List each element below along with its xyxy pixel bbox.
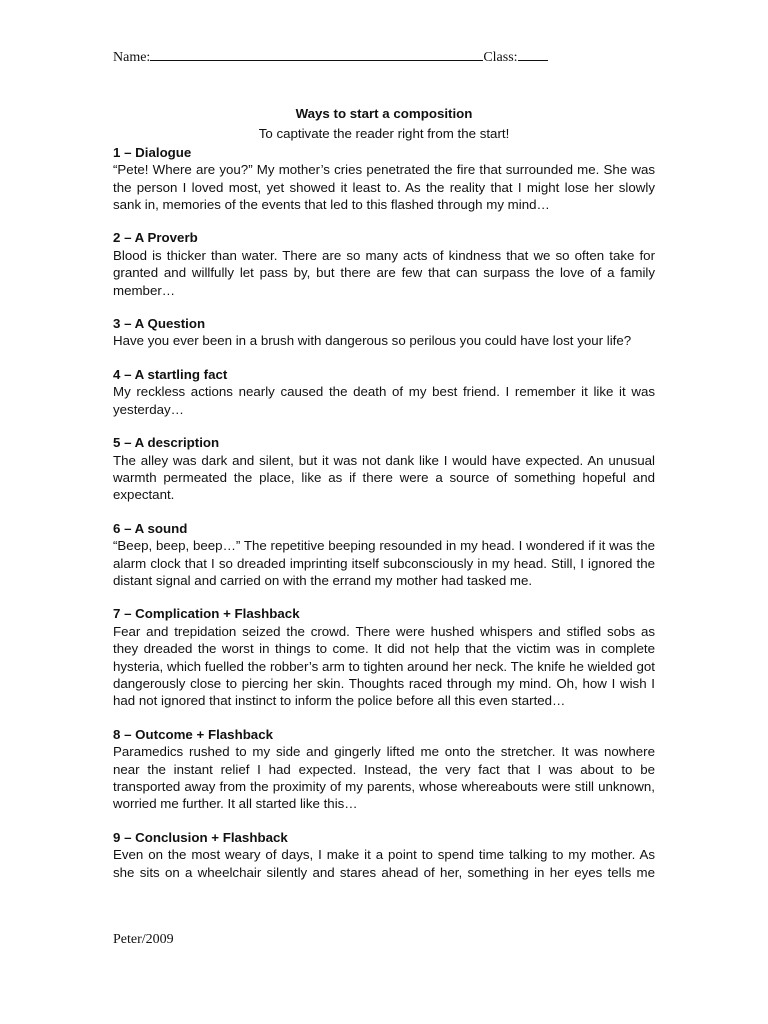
section-proverb [113, 229, 655, 299]
section-complication-flashback [113, 605, 655, 709]
section-conclusion-flashback [113, 829, 655, 881]
section-body: Fear and trepidation seized the crowd. There were hushed whispers and stifled sobs as they dreaded the worst in things to come. It did not help that the victim was in complete hysteria, which fuelled the robber’s arm to tighten around her neck. The knife he wielded got dangerously close to piercing her skin. Thoughts raced through my mind. Oh, how I wish I had not ignored that instinct to inform the police before all this even started… [113, 623, 655, 709]
section-heading: 2 – A Proverb [113, 230, 198, 246]
section-heading: 9 – Conclusion + Flashback [113, 829, 288, 845]
section-question [113, 315, 655, 350]
section-body: The alley was dark and silent, but it was not dank like I would have expected. An unusual warmth permeated the place, like as if there were a source of something hopeful and expectant. [113, 452, 655, 503]
section-startling-fact [113, 366, 655, 418]
section-heading: 3 – A Question [113, 316, 206, 332]
document-subtitle: To captivate the reader right from the start! [258, 126, 510, 142]
page-footer: Peter/2009 [113, 932, 174, 947]
section-body: “Beep, beep, beep…” The repetitive beeping resounded in my head. I wondered if it was the alarm clock that I so dreaded imprinting itself subconsciously in my head. Still, I ignored the distant signal and carried on with the errand my mother had tasked me. [113, 538, 655, 588]
section-heading: 4 – A startling fact [113, 366, 228, 382]
section-dialogue [113, 144, 655, 214]
section-heading: 8 – Outcome + Flashback [113, 726, 273, 742]
section-sound [113, 520, 655, 590]
name-label: Name: [113, 50, 151, 65]
name-blank-line [150, 46, 483, 61]
name-class-header [113, 46, 673, 67]
section-body: “Pete! Where are you?” My mother’s cries penetrated the fire that surrounded me. She was the person I loved most, yet showed it least to. As the reality that I might lose her slowly sank in, memories of the events that led to this flashed through my mind… [113, 162, 655, 213]
section-body: Have you ever been in a brush with dangerous so perilous you could have lost your life? [113, 333, 632, 349]
class-label: Class: [483, 50, 518, 65]
section-heading: 5 – A description [113, 435, 220, 451]
document-body [113, 105, 655, 897]
document-title: Ways to start a composition [295, 106, 473, 121]
section-heading: 7 – Complication + Flashback [113, 606, 300, 622]
section-body: My reckless actions nearly caused the death of my best friend. I remember it like it was yesterday… [113, 384, 655, 417]
section-outcome-flashback [113, 726, 655, 813]
section-description [113, 434, 655, 504]
section-body: Blood is thicker than water. There are so many acts of kindness that we so often take for granted and willfully let pass by, but there are few that can surpass the love of a family member… [113, 247, 655, 298]
class-blank-line [518, 46, 548, 61]
section-heading: 1 – Dialogue [113, 144, 192, 160]
section-body: Paramedics rushed to my side and gingerly lifted me onto the stretcher. It was nowhere near the instant relief I had expected. Instead, the very fact that I was about to be transported away from the proximity of my parents, whose whereabouts were still unknown, worried me further. It all started like this… [113, 744, 655, 812]
section-heading: 6 – A sound [113, 520, 188, 536]
section-body: Even on the most weary of days, I make it a point to spend time talking to my mother. As she sits on a wheelchair silently and stares ahead of her, something in her eyes tells me [113, 847, 655, 880]
